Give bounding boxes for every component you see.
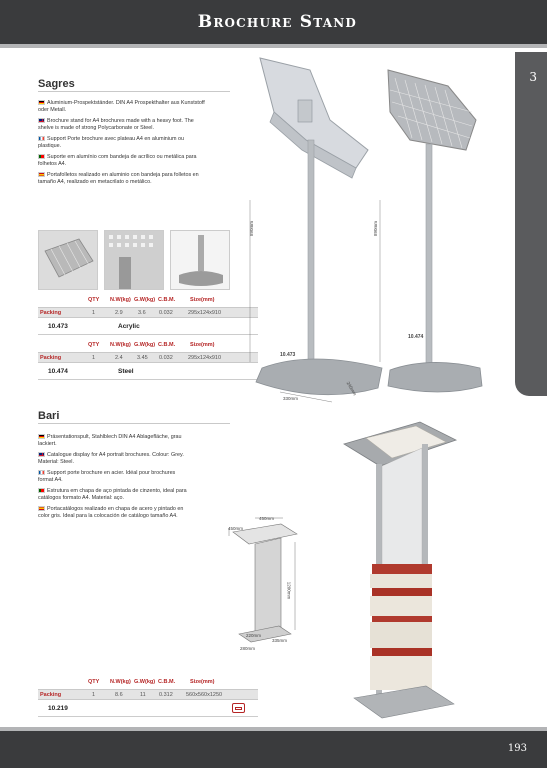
desc-pt: Suporte em alumínio com bandeja de acrílico ou metálica para folhetos A4.	[38, 154, 197, 167]
sagres-right-code-label: 10.474	[408, 334, 424, 340]
product-code: 10.219	[48, 705, 68, 712]
table-row: Packing 1 8.6 11 0.312 560x560x1250	[38, 689, 258, 700]
desc-en: Catalogue display for A4 portrait brochures. Colour: Grey. Material: Steel.	[38, 452, 184, 465]
desc-es: Portafolletos realizado en aluminio con bandeja para folletos en tamaño A4, realizado en metacrilato o metálico.	[38, 172, 199, 185]
table-row: Packing 1 2.4 3.45 0.032 295x124x910	[38, 352, 258, 363]
page-title: Brochure Stand	[197, 12, 357, 32]
desc-de: Aluminium-Prospektständer. DIN A4 Prospekthalter aus Kunststoff oder Metall.	[38, 100, 205, 113]
flag-gb-icon	[38, 118, 45, 123]
flag-fr-icon	[38, 136, 45, 141]
bari-top-width-label: 450mm	[259, 516, 275, 521]
table-header: QTY N.W(kg) G.W(kg) C.B.M. Size(mm)	[88, 679, 215, 685]
sagres-base-depth-label: 240mm	[345, 380, 358, 397]
shipping-box-icon	[232, 703, 245, 713]
product-code-row	[38, 320, 258, 335]
sagres-descriptions	[38, 100, 208, 190]
product-material: Acrylic	[118, 323, 140, 330]
flag-gb-icon	[38, 452, 45, 457]
table-header: QTY N.W(kg) G.W(kg) C.B.M. Size(mm)	[88, 297, 215, 303]
bari-base-depth-label: 335mm	[272, 638, 288, 643]
page-number: 193	[507, 743, 527, 754]
sagres-rule	[38, 91, 230, 92]
header-accent	[0, 44, 547, 48]
sagres-left-code-label: 10.473	[280, 352, 296, 358]
bari-product-illustration	[336, 414, 458, 730]
bari-descriptions	[38, 434, 188, 524]
flag-de-icon	[38, 434, 45, 439]
sagres-left-height-label: 890mm	[249, 220, 255, 237]
desc-pt: Estrutura em chapa de aço pintada de cinzento, ideal para catálogos formato A4. Material: aço.	[38, 488, 187, 501]
product-code: 10.473	[48, 323, 68, 330]
thumbnail-mesh-tray	[38, 230, 98, 290]
product-code-row	[38, 365, 258, 380]
product-code: 10.474	[48, 368, 68, 375]
desc-de: Präsentationspult, Stahlblech DIN A4 Ablagefläche, grau lackiert.	[38, 434, 182, 447]
thumbnail-mesh-detail	[104, 230, 164, 290]
sagres-base-width-label: 330mm	[283, 396, 299, 401]
flag-pt-icon	[38, 488, 45, 493]
thumbnail-base	[170, 230, 230, 290]
product-material: Steel	[118, 368, 134, 375]
bari-top-depth-label: 450mm	[228, 526, 244, 531]
bari-base-inner-label: 220mm	[246, 633, 262, 638]
flag-de-icon	[38, 100, 45, 105]
flag-fr-icon	[38, 470, 45, 475]
flag-es-icon	[38, 172, 45, 177]
product-code-row	[38, 702, 258, 717]
chapter-tab	[515, 52, 547, 396]
bari-technical-drawing	[225, 512, 310, 657]
bari-base-width-label: 280mm	[240, 646, 256, 651]
desc-fr: Support Porte brochure avec plateau A4 en aluminium ou plastique.	[38, 136, 184, 149]
sagres-title: Sagres	[38, 78, 75, 90]
table-row: Packing 1 2.9 3.6 0.032 295x124x910	[38, 307, 258, 318]
bari-title: Bari	[38, 410, 60, 422]
flag-es-icon	[38, 506, 45, 511]
table-header: QTY N.W(kg) G.W(kg) C.B.M. Size(mm)	[88, 342, 215, 348]
desc-es: Portacatálogos realizado en chapa de acero y pintado en color gris. Ideal para la colocación de catálogo tamaño A4.	[38, 506, 184, 519]
chapter-number: 3	[529, 70, 537, 84]
sagres-right-height-label: 890mm	[373, 220, 379, 237]
footer-bar	[0, 731, 547, 768]
desc-en: Brochure stand for A4 brochures made with a heavy foot. The shelve is made of strong Polycarbonate or Steel.	[38, 118, 194, 131]
bari-rule	[38, 423, 230, 424]
bari-height-label: 1200mm	[286, 581, 292, 600]
flag-pt-icon	[38, 154, 45, 159]
desc-fr: Support porte brochure en acier. Idéal pour brochures format A4.	[38, 470, 176, 483]
